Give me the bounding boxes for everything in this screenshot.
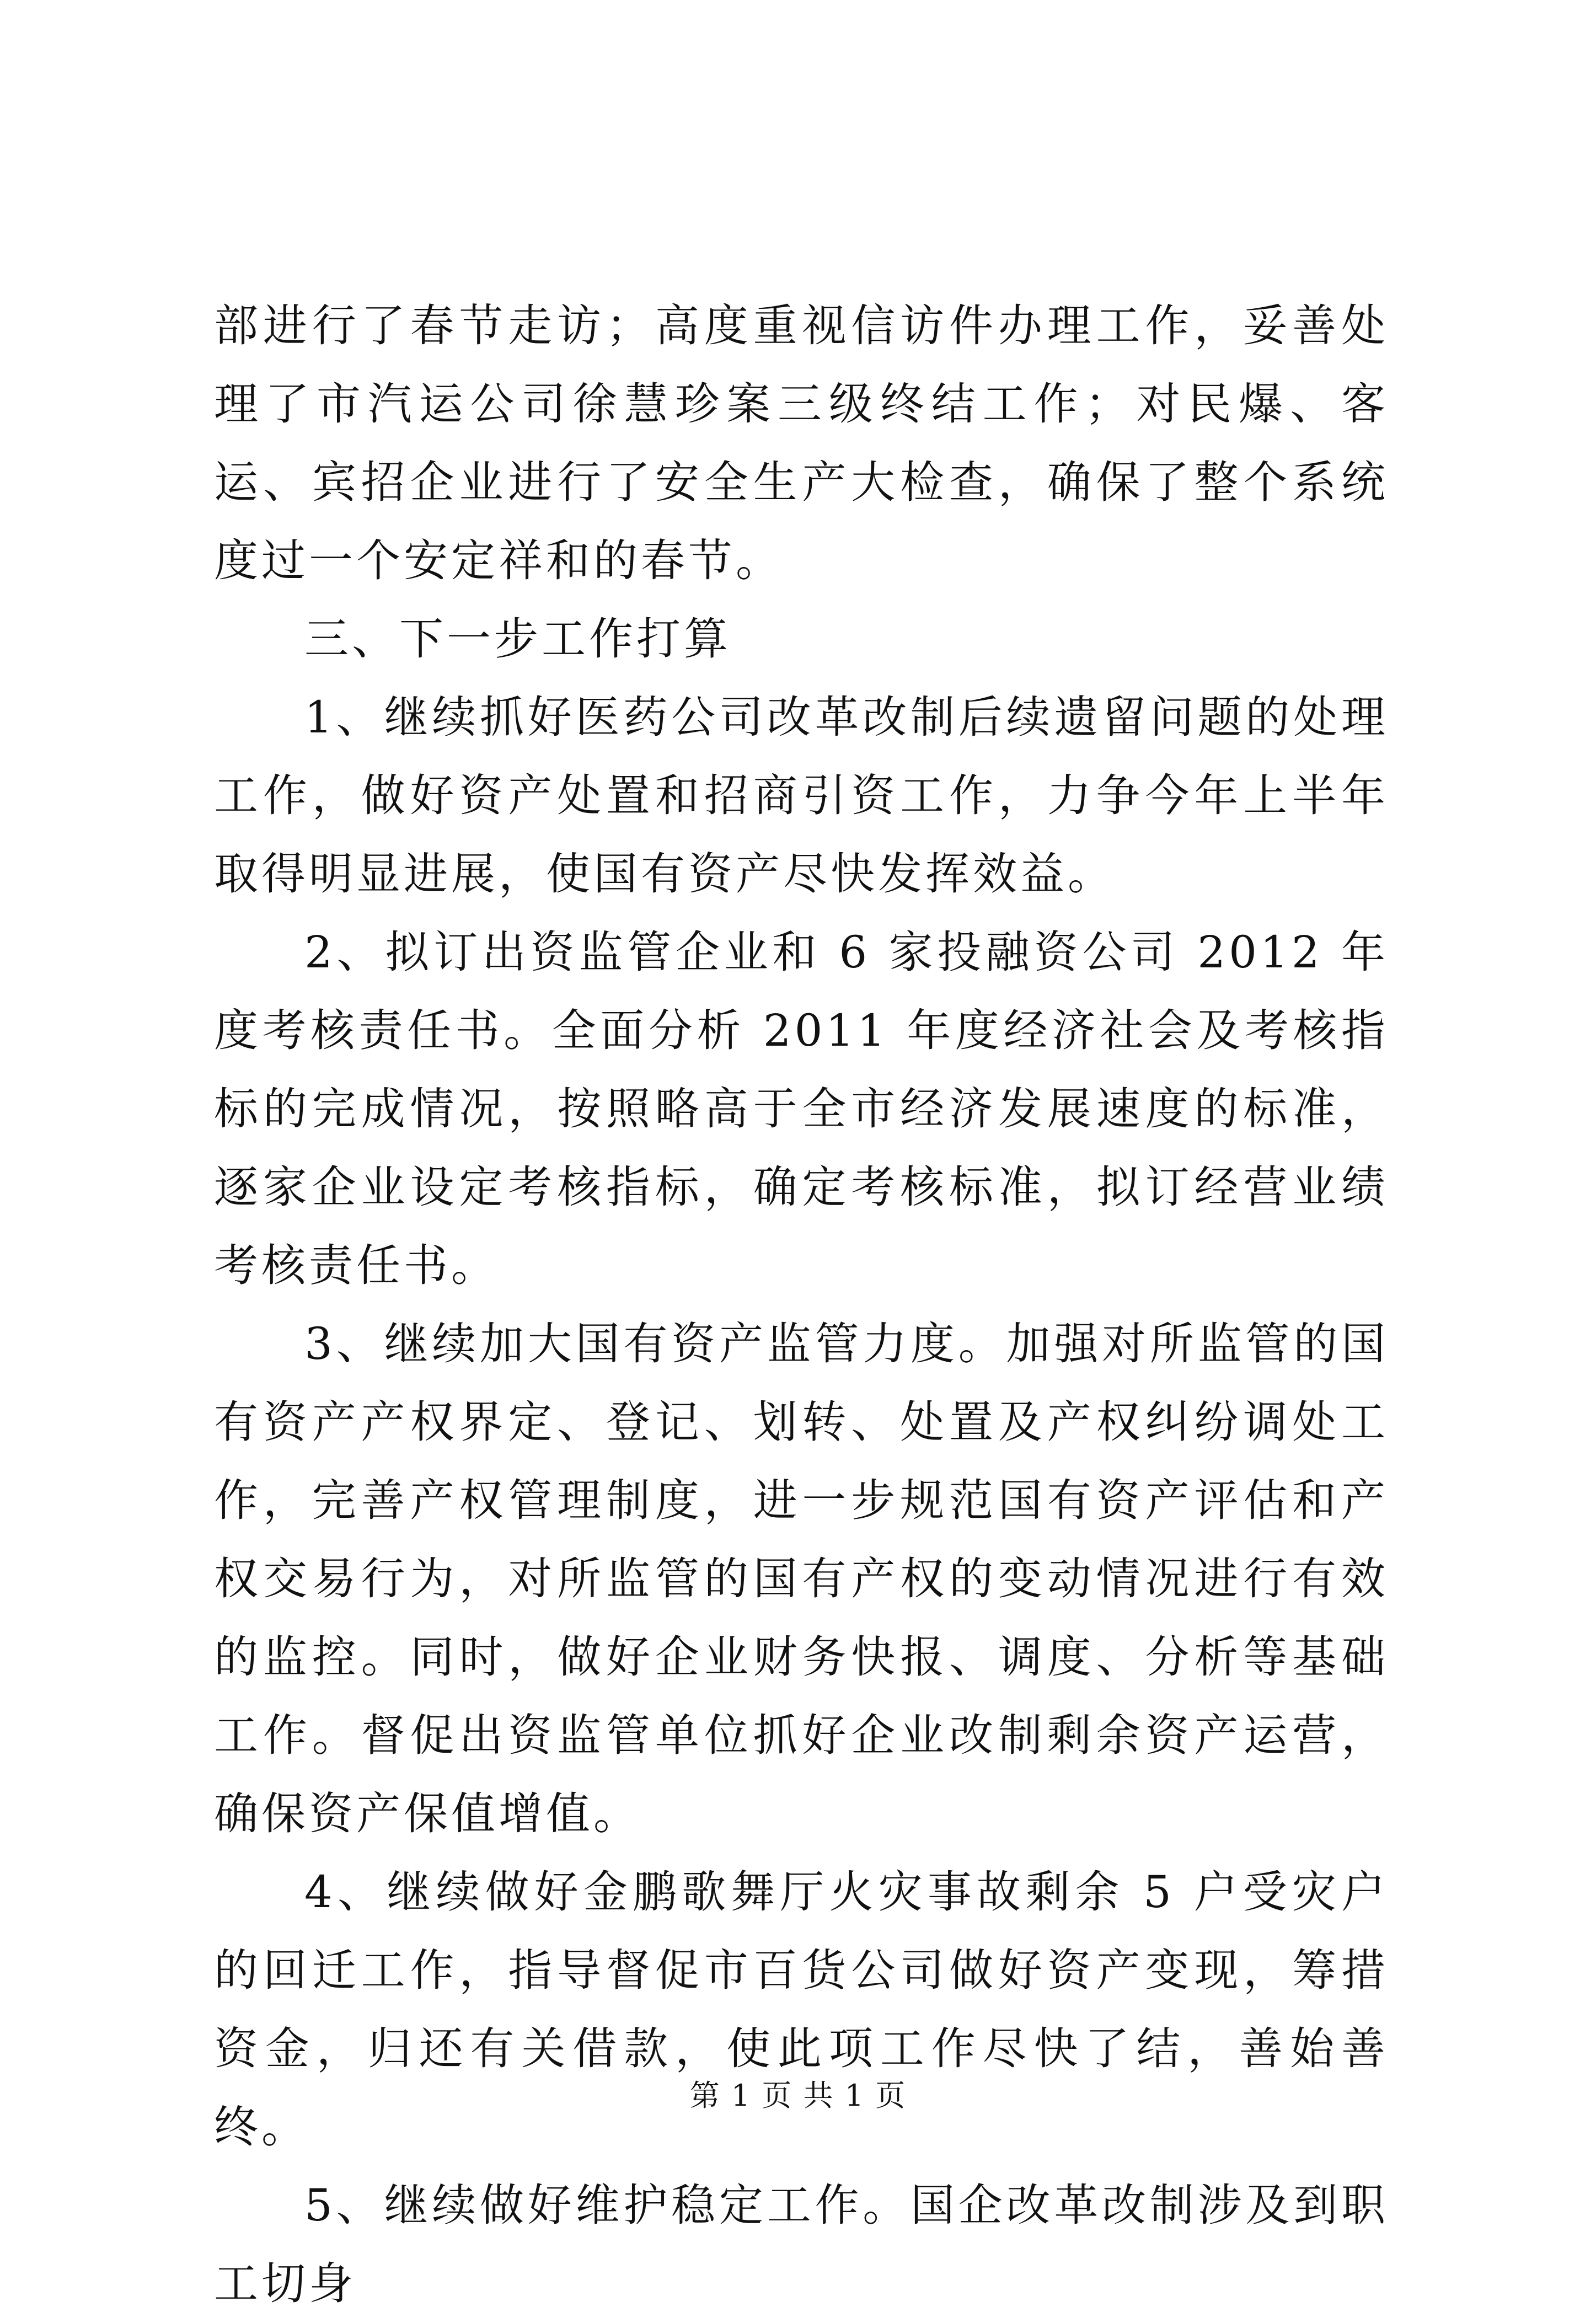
paragraph-continuation: 部进行了春节走访；高度重视信访件办理工作，妥善处理了市汽运公司徐慧珍案三级终结工作；对民爆、客运、宾招企业进行了安全生产大检查，确保了整个系统度过一个安定祥和的春节。 — [214, 300, 1389, 586]
paragraph-item-2: 2、拟订出资监管企业和 6 家投融资公司 2012 年度考核责任书。全面分析 2011 年度经济社会及考核指标的完成情况，按照略高于全市经济发展速度的标准，逐家企业设定考核指标，确定考核标准，拟订经营业绩考核责任书。 — [214, 927, 1389, 1291]
paragraph-item-3: 3、继续加大国有资产监管力度。加强对所监管的国有资产产权界定、登记、划转、处置及产权纠纷调处工作，完善产权管理制度，进一步规范国有资产评估和产权交易行为，对所监管的国有产权的变动情况进行有效的监控。同时，做好企业财务快报、调度、分析等基础工作。督促出资监管单位抓好企业改制剩余资产运营，确保资产保值增值。 — [214, 1318, 1389, 1839]
document-body — [214, 287, 1389, 2323]
section-heading: 三、下一步工作打算 — [304, 613, 731, 665]
page-footer: 第 1 页 共 1 页 — [689, 2078, 907, 2113]
paragraph-item-4: 4、继续做好金鹏歌舞厅火灾事故剩余 5 户受灾户的回迁工作，指导督促市百货公司做好资产变现，筹措资金，归还有关借款，使此项工作尽快了结，善始善终。 — [214, 1866, 1389, 2153]
paragraph-item-1: 1、继续抓好医药公司改革改制后续遗留问题的处理工作，做好资产处置和招商引资工作，力争今年上半年取得明显进展，使国有资产尽快发挥效益。 — [214, 692, 1389, 900]
paragraph-item-5: 5、继续做好维护稳定工作。国企改革改制涉及到职工切身 — [214, 2180, 1389, 2309]
